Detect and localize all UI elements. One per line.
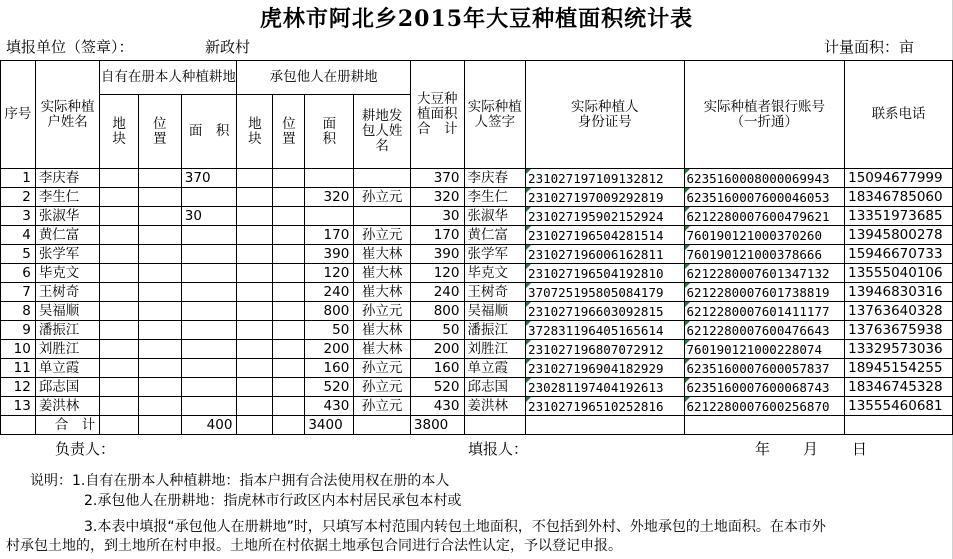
- cell-total: 390: [410, 245, 464, 264]
- cell-empty: [138, 283, 181, 302]
- cell-seq: 10: [1, 340, 36, 359]
- cell-own_area: [181, 302, 237, 321]
- table-row: [1, 359, 953, 378]
- cell-bank: 6212280007601738819: [684, 283, 845, 302]
- cell-total: 520: [410, 378, 464, 397]
- cell-rent_area: 160: [305, 359, 354, 378]
- cell-empty: [273, 378, 305, 397]
- cell-id: 231027197009292819: [526, 188, 684, 207]
- cell-signer: 李庆春: [464, 169, 526, 188]
- table-row: [1, 188, 953, 207]
- header-seq: 序号: [1, 61, 36, 169]
- cell-empty: [273, 207, 305, 226]
- cell-seq: 2: [1, 188, 36, 207]
- day-label: 日: [852, 440, 868, 458]
- cell-bank: 6235160008000069943: [684, 169, 845, 188]
- cell-empty: [237, 264, 273, 283]
- cell-empty: [138, 264, 181, 283]
- cell-total: 50: [410, 321, 464, 340]
- cell-empty: [100, 359, 139, 378]
- cell-seq: 5: [1, 245, 36, 264]
- cell-id: 372831196405165614: [526, 321, 684, 340]
- cell-phone: 18346745328: [845, 378, 953, 397]
- cell-empty: [273, 397, 305, 416]
- header-name: 实际种植户姓名: [35, 61, 100, 169]
- cell-signer: 刘胜江: [464, 340, 526, 359]
- cell-empty: [100, 207, 139, 226]
- cell-name: 吴福顺: [35, 302, 100, 321]
- cell-owner: [354, 169, 411, 188]
- cell-empty: [273, 302, 305, 321]
- cell-phone: 13555460681: [845, 397, 953, 416]
- header-bank: 实际种植者银行账号（一折通）: [684, 61, 845, 169]
- cell-empty: [100, 283, 139, 302]
- cell-empty: [237, 302, 273, 321]
- cell-empty: [237, 188, 273, 207]
- cell-owner: [354, 207, 411, 226]
- cell-empty: [273, 226, 305, 245]
- cell-id: 231027196510252816: [526, 397, 684, 416]
- cell-phone: 18346785060: [845, 188, 953, 207]
- cell-owner: 孙立元: [354, 226, 411, 245]
- cell-name: 李生仁: [35, 188, 100, 207]
- cell-seq: 4: [1, 226, 36, 245]
- cell-name: 毕克文: [35, 264, 100, 283]
- note-4: 村承包土地的，到土地所在村申报。土地所在村依据土地承包合同进行合法性认定，予以登记申报。: [6, 538, 622, 554]
- cell-signer: 黄仁富: [464, 226, 526, 245]
- header-own-plot: 地块: [100, 95, 139, 169]
- cell-id: 230281197404192613: [526, 378, 684, 397]
- cell-id: 231027196904182929: [526, 359, 684, 378]
- cell-owner: 孙立元: [354, 359, 411, 378]
- cell-rent_area: 800: [305, 302, 354, 321]
- cell-own_area: [181, 264, 237, 283]
- responsible-label: 负责人：: [55, 440, 116, 458]
- cell-own_area: [181, 397, 237, 416]
- cell-signer: 李生仁: [464, 188, 526, 207]
- cell-empty: [138, 340, 181, 359]
- cell-empty: [273, 245, 305, 264]
- cell-bank: 760190121000370260: [684, 226, 845, 245]
- cell-empty: [273, 188, 305, 207]
- cell-owner: 孙立元: [354, 188, 411, 207]
- header-total: 大豆种植面积合 计: [410, 61, 464, 169]
- cell-seq: 6: [1, 264, 36, 283]
- cell-total: 160: [410, 359, 464, 378]
- cell-rent_area: 170: [305, 226, 354, 245]
- cell-rent_area: 50: [305, 321, 354, 340]
- table-row: [1, 283, 953, 302]
- cell-phone: 13946830316: [845, 283, 953, 302]
- cell-empty: [237, 359, 273, 378]
- cell-phone: 13329573036: [845, 340, 953, 359]
- cell-signer: 单立霞: [464, 359, 526, 378]
- cell-total: 170: [410, 226, 464, 245]
- cell-id: 231027196807072912: [526, 340, 684, 359]
- header-rent-area: 面积: [305, 95, 354, 169]
- header-rent-owner: 耕地发包人姓名: [354, 95, 411, 169]
- cell-own_area: [181, 188, 237, 207]
- header-own-loc: 位置: [138, 95, 181, 169]
- header-rent-plot: 地块: [237, 95, 273, 169]
- cell-bank: 6212280007600476643: [684, 321, 845, 340]
- totals-own-area: 400: [181, 416, 237, 435]
- cell-rent_area: 430: [305, 397, 354, 416]
- month-label: 月: [803, 440, 819, 458]
- cell-owner: 崔大林: [354, 321, 411, 340]
- table-row: [1, 321, 953, 340]
- cell-signer: 毕克文: [464, 264, 526, 283]
- cell-signer: 邱志国: [464, 378, 526, 397]
- measure-label: 计量面积：亩: [824, 38, 915, 56]
- cell-total: 120: [410, 264, 464, 283]
- cell-owner: 孙立元: [354, 302, 411, 321]
- table-row: [1, 340, 953, 359]
- cell-owner: 崔大林: [354, 264, 411, 283]
- cell-seq: 13: [1, 397, 36, 416]
- cell-phone: 15946670733: [845, 245, 953, 264]
- cell-name: 单立霞: [35, 359, 100, 378]
- cell-own_area: [181, 283, 237, 302]
- cell-phone: 18945154255: [845, 359, 953, 378]
- cell-rent_area: 200: [305, 340, 354, 359]
- cell-empty: [138, 321, 181, 340]
- cell-bank: 6235160007600068743: [684, 378, 845, 397]
- cell-empty: [237, 397, 273, 416]
- cell-id: 231027196006162811: [526, 245, 684, 264]
- cell-phone: 13763675938: [845, 321, 953, 340]
- cell-name: 李庆春: [35, 169, 100, 188]
- cell-phone: 13555040106: [845, 264, 953, 283]
- page-title: 虎林市阿北乡2015年大豆种植面积统计表: [259, 6, 694, 32]
- cell-own_area: 30: [181, 207, 237, 226]
- cell-own_area: [181, 340, 237, 359]
- cell-bank: 760190121000228074: [684, 340, 845, 359]
- cell-empty: [138, 169, 181, 188]
- cell-id: 231027196504281514: [526, 226, 684, 245]
- header-rent-loc: 位置: [273, 95, 305, 169]
- header-own-group: 自有在册本人种植耕地: [100, 61, 237, 95]
- cell-total: 370: [410, 169, 464, 188]
- table-row: [1, 302, 953, 321]
- cell-signer: 张学军: [464, 245, 526, 264]
- cell-empty: [138, 207, 181, 226]
- cell-rent_area: 390: [305, 245, 354, 264]
- cell-seq: 12: [1, 378, 36, 397]
- note-1: 说明：1.自有在册本人种植耕地：指本户拥有合法使用权在册的本人: [30, 473, 450, 489]
- cell-rent_area: [305, 207, 354, 226]
- totals-rent-area: 3400: [305, 416, 354, 435]
- cell-id: 370725195805084179: [526, 283, 684, 302]
- cell-empty: [138, 226, 181, 245]
- cell-phone: 13763640328: [845, 302, 953, 321]
- header-id: 实际种植人身份证号: [526, 61, 684, 169]
- cell-empty: [273, 283, 305, 302]
- cell-rent_area: 520: [305, 378, 354, 397]
- table-row: [1, 264, 953, 283]
- cell-seq: 7: [1, 283, 36, 302]
- header-rent-group: 承包他人在册耕地: [237, 61, 410, 95]
- cell-own_area: [181, 359, 237, 378]
- cell-empty: [273, 340, 305, 359]
- table-row: [1, 207, 953, 226]
- cell-total: 30: [410, 207, 464, 226]
- cell-total: 430: [410, 397, 464, 416]
- cell-empty: [100, 302, 139, 321]
- cell-name: 黄仁富: [35, 226, 100, 245]
- cell-empty: [100, 378, 139, 397]
- cell-id: 231027196504192810: [526, 264, 684, 283]
- filler-label: 填报人：: [468, 440, 529, 458]
- header-phone: 联系电话: [845, 61, 953, 169]
- cell-name: 潘振江: [35, 321, 100, 340]
- cell-total: 800: [410, 302, 464, 321]
- cell-empty: [237, 207, 273, 226]
- cell-id: 231027196603092815: [526, 302, 684, 321]
- table-row: [1, 378, 953, 397]
- year-label: 年: [755, 440, 771, 458]
- cell-empty: [100, 169, 139, 188]
- cell-empty: [100, 340, 139, 359]
- header-own-area: 面 积: [181, 95, 237, 169]
- cell-empty: [237, 245, 273, 264]
- table-row: [1, 169, 953, 188]
- cell-total: 240: [410, 283, 464, 302]
- cell-signer: 王树奇: [464, 283, 526, 302]
- cell-empty: [138, 188, 181, 207]
- cell-name: 邱志国: [35, 378, 100, 397]
- cell-phone: 13945800278: [845, 226, 953, 245]
- cell-name: 张学军: [35, 245, 100, 264]
- cell-rent_area: [305, 169, 354, 188]
- cell-signer: 张淑华: [464, 207, 526, 226]
- cell-empty: [237, 226, 273, 245]
- cell-rent_area: 120: [305, 264, 354, 283]
- cell-bank: 760190121000378666: [684, 245, 845, 264]
- cell-empty: [138, 397, 181, 416]
- cell-empty: [138, 359, 181, 378]
- cell-name: 王树奇: [35, 283, 100, 302]
- soybean-table: [0, 60, 953, 435]
- cell-rent_area: 240: [305, 283, 354, 302]
- note-2: 2.承包他人在册耕地：指虎林市行政区内本村居民承包本村或: [84, 493, 462, 509]
- cell-empty: [100, 264, 139, 283]
- cell-seq: 8: [1, 302, 36, 321]
- cell-seq: 9: [1, 321, 36, 340]
- cell-empty: [273, 359, 305, 378]
- cell-empty: [138, 245, 181, 264]
- cell-empty: [100, 321, 139, 340]
- totals-row: [1, 416, 953, 435]
- header-row-1: [1, 61, 953, 95]
- cell-own_area: 370: [181, 169, 237, 188]
- cell-empty: [100, 226, 139, 245]
- cell-name: 刘胜江: [35, 340, 100, 359]
- cell-owner: 崔大林: [354, 245, 411, 264]
- cell-seq: 3: [1, 207, 36, 226]
- cell-signer: 吴福顺: [464, 302, 526, 321]
- cell-empty: [138, 302, 181, 321]
- cell-bank: 6212280007601411177: [684, 302, 845, 321]
- header-signer: 实际种植人签字: [464, 61, 526, 169]
- cell-id: 231027197109132812: [526, 169, 684, 188]
- cell-seq: 1: [1, 169, 36, 188]
- unit-value: 新政村: [205, 38, 251, 56]
- cell-empty: [237, 378, 273, 397]
- totals-label: 合 计: [35, 416, 100, 435]
- cell-seq: 11: [1, 359, 36, 378]
- cell-empty: [100, 245, 139, 264]
- cell-empty: [237, 340, 273, 359]
- cell-empty: [237, 283, 273, 302]
- cell-owner: 崔大林: [354, 283, 411, 302]
- cell-bank: 6212280007601347132: [684, 264, 845, 283]
- cell-signer: 潘振江: [464, 321, 526, 340]
- cell-rent_area: 320: [305, 188, 354, 207]
- cell-total: 320: [410, 188, 464, 207]
- table-row: [1, 245, 953, 264]
- cell-own_area: [181, 245, 237, 264]
- cell-owner: 孙立元: [354, 378, 411, 397]
- cell-bank: 6212280007600256870: [684, 397, 845, 416]
- table-row: [1, 397, 953, 416]
- cell-name: 姜洪林: [35, 397, 100, 416]
- cell-bank: 6235160007600057837: [684, 359, 845, 378]
- cell-own_area: [181, 321, 237, 340]
- cell-owner: 孙立元: [354, 397, 411, 416]
- cell-empty: [237, 169, 273, 188]
- cell-own_area: [181, 378, 237, 397]
- cell-signer: 姜洪林: [464, 397, 526, 416]
- table-row: [1, 226, 953, 245]
- cell-phone: 15094677999: [845, 169, 953, 188]
- cell-id: 231027195902152924: [526, 207, 684, 226]
- cell-owner: 崔大林: [354, 340, 411, 359]
- cell-empty: [273, 169, 305, 188]
- cell-name: 张淑华: [35, 207, 100, 226]
- cell-empty: [138, 378, 181, 397]
- cell-own_area: [181, 226, 237, 245]
- cell-empty: [100, 188, 139, 207]
- cell-total: 200: [410, 340, 464, 359]
- unit-label: 填报单位（签章）：: [6, 38, 134, 56]
- totals-total: 3800: [410, 416, 464, 435]
- cell-bank: 6212280007600479621: [684, 207, 845, 226]
- cell-phone: 13351973685: [845, 207, 953, 226]
- note-3: 3.本表中填报“承包他人在册耕地”时，只填写本村范围内转包土地面积，不包括到外村、外地承包的土地面积。在本市外: [84, 519, 826, 535]
- cell-empty: [273, 264, 305, 283]
- cell-empty: [100, 397, 139, 416]
- cell-empty: [273, 321, 305, 340]
- cell-bank: 6235160007600046053: [684, 188, 845, 207]
- cell-empty: [237, 321, 273, 340]
